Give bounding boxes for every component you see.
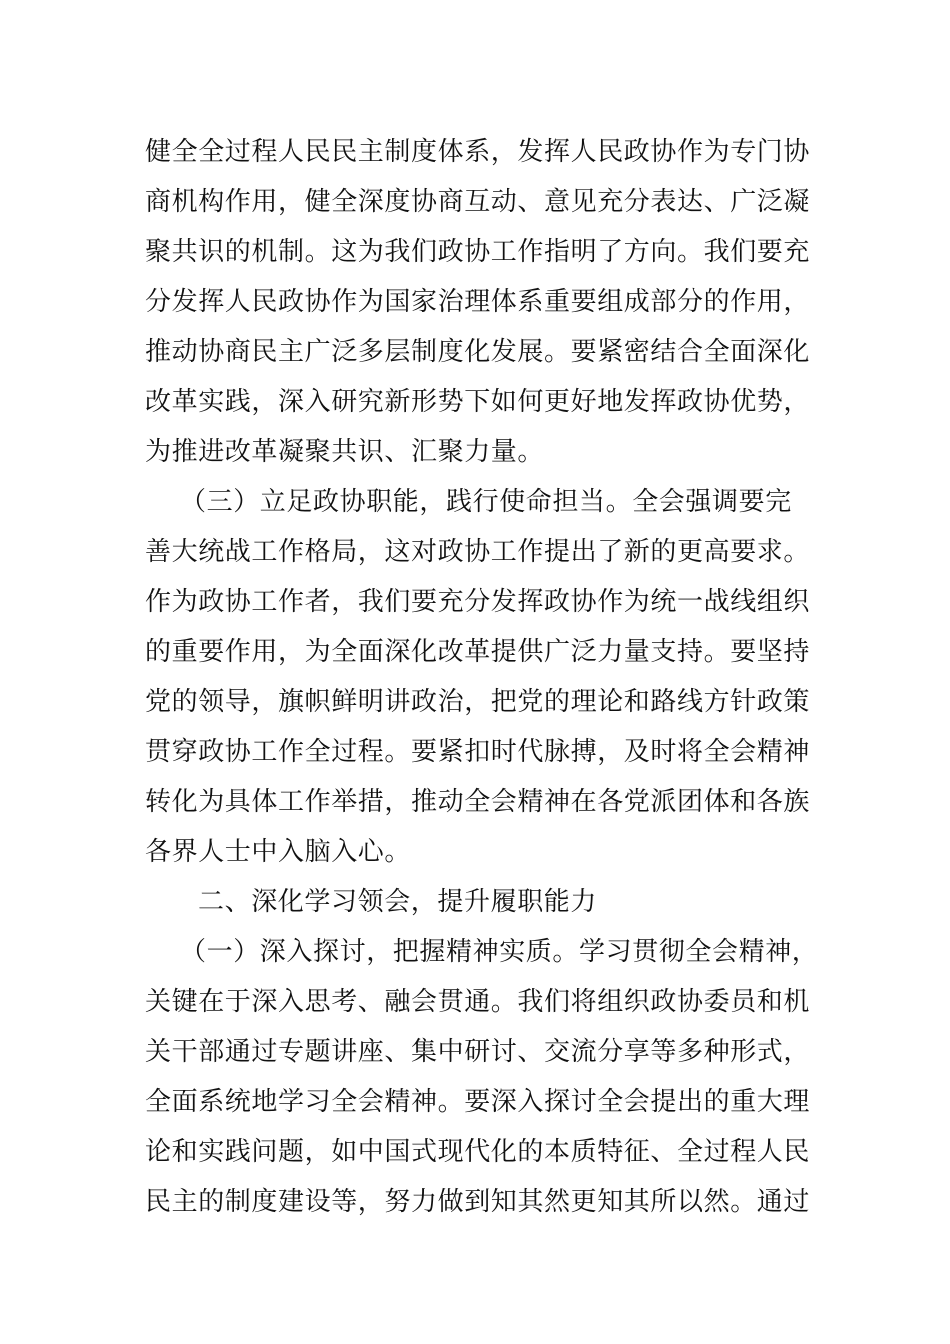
text-line: 关键在于深入思考、融会贯通。我们将组织政协委员和机 — [145, 987, 811, 1017]
text-line: 商机构作用，健全深度协商互动、意见充分表达、广泛凝 — [145, 187, 811, 217]
text-line: 论和实践问题，如中国式现代化的本质特征、全过程人民 — [145, 1137, 811, 1167]
text-line: 关干部通过专题讲座、集中研讨、交流分享等多种形式， — [145, 1037, 811, 1067]
section-heading: 二、深化学习领会，提升履职能力 — [198, 887, 598, 917]
text-line: 健全全过程人民民主制度体系，发挥人民政协作为专门协 — [145, 137, 811, 167]
text-line: 改革实践，深入研究新形势下如何更好地发挥政协优势， — [145, 387, 811, 417]
subsection-heading-line: （三）立足政协职能，践行使命担当。全会强调要完 — [180, 487, 792, 517]
text-line: 转化为具体工作举措，推动全会精神在各党派团体和各族 — [145, 787, 811, 817]
text-line: 分发挥人民政协作为国家治理体系重要组成部分的作用， — [145, 287, 811, 317]
text-line: 民主的制度建设等，努力做到知其然更知其所以然。通过 — [145, 1187, 811, 1217]
subsection-heading-line: （一）深入探讨，把握精神实质。学习贯彻全会精神， — [180, 937, 819, 967]
text-line: 的重要作用，为全面深化改革提供广泛力量支持。要坚持 — [145, 637, 811, 667]
text-line: 作为政协工作者，我们要充分发挥政协作为统一战线组织 — [145, 587, 811, 617]
text-line: 各界人士中入脑入心。 — [145, 837, 412, 867]
text-line: 全面系统地学习全会精神。要深入探讨全会提出的重大理 — [145, 1087, 811, 1117]
text-line: 党的领导，旗帜鲜明讲政治，把党的理论和路线方针政策 — [145, 687, 811, 717]
text-line: 善大统战工作格局，这对政协工作提出了新的更高要求。 — [145, 537, 811, 567]
text-line: 贯穿政协工作全过程。要紧扣时代脉搏，及时将全会精神 — [145, 737, 811, 767]
text-line: 推动协商民主广泛多层制度化发展。要紧密结合全面深化 — [145, 337, 811, 367]
text-line: 聚共识的机制。这为我们政协工作指明了方向。我们要充 — [145, 237, 811, 267]
text-line: 为推进改革凝聚共识、汇聚力量。 — [145, 437, 545, 467]
